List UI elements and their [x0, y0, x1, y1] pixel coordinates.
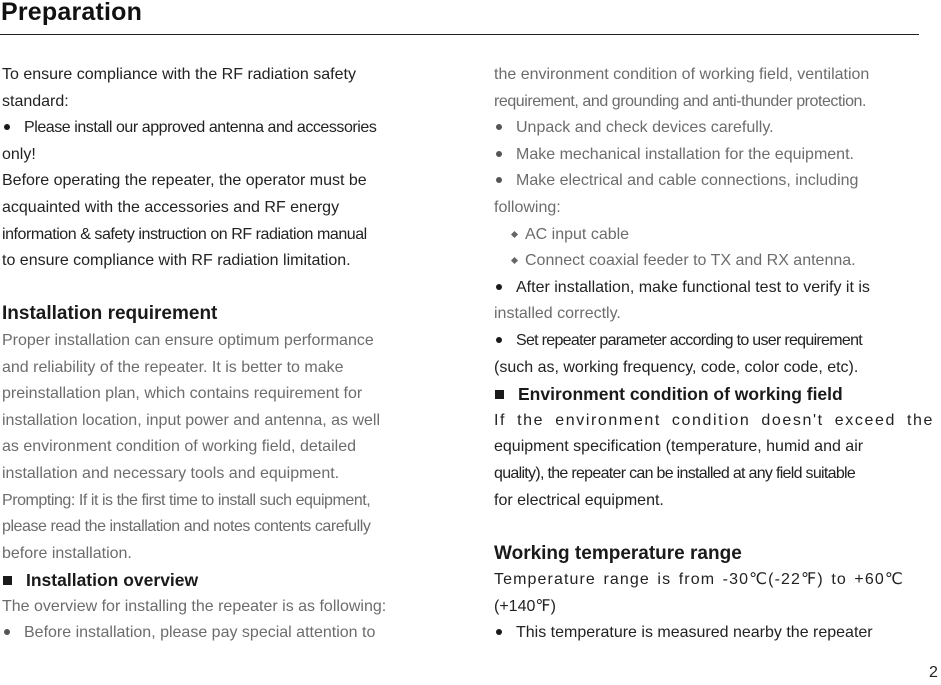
- bullet-dot-icon: [496, 151, 502, 157]
- text-line: installed correctly.: [494, 305, 621, 323]
- section-heading-working-temperature: Working temperature range: [494, 542, 742, 564]
- bullet-dot-icon: [496, 284, 502, 290]
- text-line: and reliability of the repeater. It is better to make: [2, 358, 344, 376]
- text-line: The overview for installing the repeater is as following:: [2, 597, 387, 615]
- diamond-bullet-icon: [511, 231, 518, 238]
- text-line: as environment condition of working field, detailed: [2, 438, 356, 456]
- text-line: (such as, working frequency, code, color code, etc).: [494, 358, 859, 376]
- text-line: information & safety instruction on RF radiation manual: [2, 225, 367, 243]
- bullet-dot-icon: [496, 337, 502, 343]
- bullet-dot-icon: [496, 629, 502, 635]
- text-line: If the environment condition doesn't exceed the: [494, 411, 935, 429]
- text-line: Proper installation can ensure optimum performance: [2, 331, 374, 349]
- text-line: Temperature range is from -30℃(-22℉) to +60℃: [494, 571, 904, 589]
- list-item: Set repeater parameter according to user requirement: [494, 328, 920, 355]
- text-line: for electrical equipment.: [494, 491, 664, 509]
- text-line: To ensure compliance with the RF radiation safety: [2, 66, 356, 83]
- text-line: please read the installation and notes contents carefully: [2, 518, 371, 536]
- page-number: 2: [929, 664, 938, 681]
- text-line: installation and necessary tools and equipment.: [2, 464, 340, 482]
- list-item: Make electrical and cable connections, including: [494, 168, 920, 195]
- text-line: following:: [494, 198, 561, 216]
- square-bullet-icon: [3, 576, 12, 585]
- bullet-dot-icon: [4, 629, 10, 635]
- text-line: only!: [2, 145, 36, 163]
- text-line: before installation.: [2, 544, 132, 562]
- bullet-dot-icon: [4, 124, 10, 130]
- list-item: Connect coaxial feeder to TX and RX antenna.: [494, 248, 920, 275]
- section-heading-installation-overview: Installation overview: [2, 567, 428, 594]
- list-item: Unpack and check devices carefully.: [494, 115, 920, 142]
- list-item: AC input cable: [494, 222, 920, 249]
- text-line: preinstallation plan, which contains requirement for: [2, 385, 363, 403]
- page-title: Preparation: [1, 0, 143, 26]
- text-line: installation location, input power and antenna, as well: [2, 411, 381, 429]
- text-line: Before operating the repeater, the operator must be: [2, 172, 367, 190]
- text-line: acquainted with the accessories and RF energy: [2, 198, 340, 216]
- diamond-bullet-icon: [511, 257, 518, 264]
- right-column: [494, 62, 935, 647]
- list-item: After installation, make functional test to verify it is: [494, 275, 920, 302]
- text-line: standard:: [2, 92, 69, 110]
- text-line: Prompting: If it is the first time to install such equipment,: [2, 491, 371, 509]
- square-bullet-icon: [495, 390, 504, 399]
- title-divider: [0, 34, 919, 35]
- text-line: quality), the repeater can be installed at any field suitable: [494, 464, 856, 482]
- text-line: equipment specification (temperature, humid and air: [494, 438, 864, 456]
- text-line: the environment condition of working field, ventilation: [494, 66, 870, 83]
- text-line: to ensure compliance with RF radiation limitation.: [2, 252, 351, 270]
- text-line: requirement, and grounding and anti-thunder protection.: [494, 92, 866, 110]
- bullet-dot-icon: [496, 177, 502, 183]
- list-item: Make mechanical installation for the equipment.: [494, 142, 920, 169]
- text-line: (+140℉): [494, 597, 556, 615]
- section-heading-installation-requirement: Installation requirement: [2, 303, 218, 325]
- bullet-dot-icon: [496, 124, 502, 130]
- left-column: [2, 62, 428, 647]
- section-heading-environment-condition: Environment condition of working field: [494, 381, 920, 408]
- list-item: This temperature is measured nearby the repeater: [494, 620, 920, 647]
- list-item: Please install our approved antenna and accessories: [2, 115, 428, 142]
- list-item: Before installation, please pay special attention to: [2, 620, 428, 647]
